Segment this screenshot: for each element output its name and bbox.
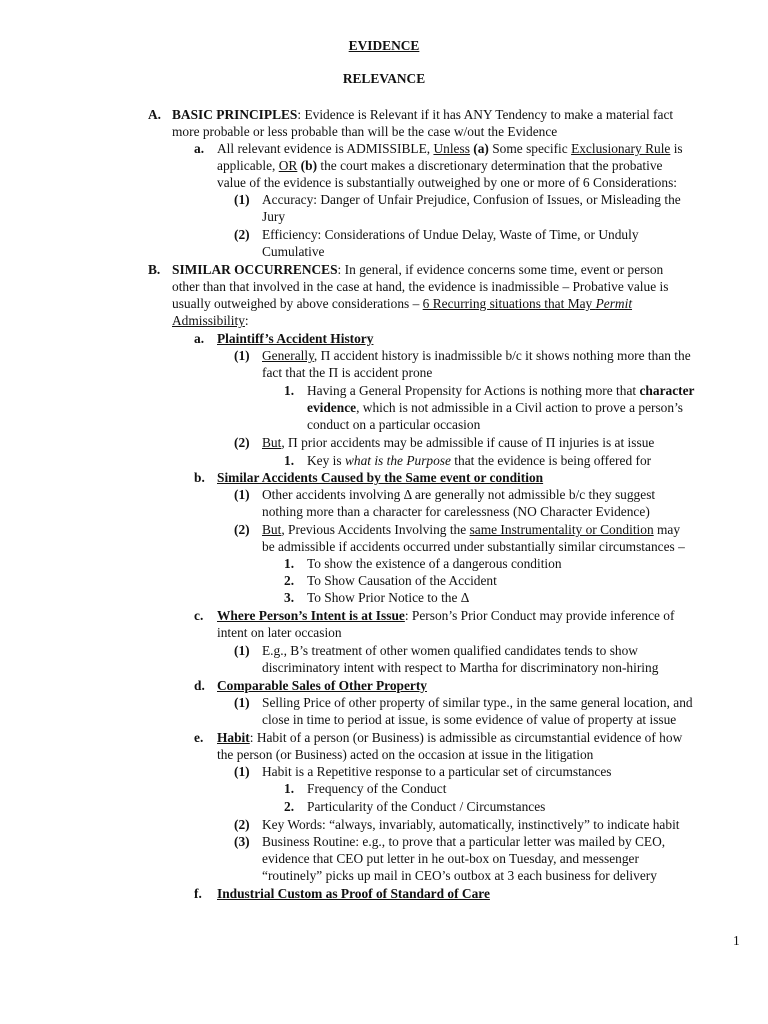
B-b-1-line2: nothing more than a character for carelessness (NO Character Evidence)	[262, 504, 650, 519]
outline-label-B-a: a.	[194, 331, 205, 346]
B-c-heading: Where Person’s Intent is at Issue	[217, 608, 405, 623]
outline-label-B-e-1-2: 2.	[284, 799, 295, 814]
A-a-line3: value of the evidence is substantially outweighed by one or more of 6 Considerations:	[217, 175, 678, 190]
outline-label-B-b-2-1: 1.	[284, 556, 295, 571]
B-e-3-line3: “routinely” picks up mail in CEO’s outbox at 3 each business for delivery	[262, 868, 657, 883]
section-B-line4: Admissibility:	[172, 313, 249, 328]
B-d-heading: Comparable Sales of Other Property	[217, 678, 428, 693]
B-e-1-text: Habit is a Repetitive response to a particular set of circumstances	[262, 764, 612, 779]
outline-label-B-b-2: (2)	[234, 522, 250, 537]
outline-label-B: B.	[148, 262, 161, 277]
B-d-1-line1: Selling Price of other property of similar type., in the same general location, and	[262, 695, 693, 710]
A-a-2-line1: Efficiency: Considerations of Undue Delay, Waste of Time, or Unduly	[262, 227, 639, 242]
A-a-1-line1: Accuracy: Danger of Unfair Prejudice, Confusion of Issues, or Misleading the	[262, 192, 681, 207]
outline-label-B-e-1-1: 1.	[284, 781, 295, 796]
B-a-1-line2: fact that the Π is accident prone	[262, 365, 433, 380]
outline-label-B-a-2: (2)	[234, 435, 250, 450]
outline-label-B-a-2-1: 1.	[284, 453, 295, 468]
B-e-3-line1: Business Routine: e.g., to prove that a particular letter was mailed by CEO,	[262, 834, 666, 849]
section-B-heading: SIMILAR OCCURRENCES	[172, 262, 338, 277]
B-a-1-1-line1: Having a General Propensity for Actions is nothing more that character	[307, 383, 695, 398]
outline-label-B-e: e.	[194, 730, 204, 745]
outline-label-B-e-1: (1)	[234, 764, 250, 779]
B-c-1-line2: discriminatory intent with respect to Martha for discriminatory non-hiring	[262, 660, 659, 675]
A-a-line2: applicable, OR (b) the court makes a discretionary determination that the probative	[217, 158, 663, 173]
outline-label-B-d: d.	[194, 678, 205, 693]
document-title: EVIDENCE	[348, 38, 420, 53]
outline-label-B-f: f.	[194, 886, 202, 901]
outline-label-B-b: b.	[194, 470, 205, 485]
section-B-line1: SIMILAR OCCURRENCES: In general, if evidence concerns some time, event or person	[172, 262, 664, 277]
outline-label-B-b-2-3: 3.	[284, 590, 295, 605]
outline-label-A-a: a.	[194, 141, 205, 156]
B-c-1-line1: E.g., B’s treatment of other women qualified candidates tends to show	[262, 643, 638, 658]
B-c-line2: intent on later occasion	[217, 625, 342, 640]
B-a-1-1-line3: conduct on a particular occasion	[307, 417, 481, 432]
B-e-line2: the person (or Business) acted on the occasion at issue in the litigation	[217, 747, 594, 762]
B-a-1-line1: Generally, Π accident history is inadmissible b/c it shows nothing more than the	[262, 348, 691, 363]
outline-label-B-d-1: (1)	[234, 695, 250, 710]
B-b-heading: Similar Accidents Caused by the Same event or condition	[217, 470, 544, 485]
outline-label-B-e-3: (3)	[234, 834, 250, 849]
B-e-3-line2: evidence that CEO put letter in he out-box on Tuesday, and messenger	[262, 851, 639, 866]
B-b-2-line2: be admissible if accidents occurred under substantially similar circumstances –	[262, 539, 685, 554]
outline-label-A-a-1: (1)	[234, 192, 250, 207]
B-d-1-line2: close in time to period at issue, is some evidence of value of property at issue	[262, 712, 677, 727]
section-B-line3: usually outweighed by above considerations – 6 Recurring situations that May Permit	[172, 296, 633, 311]
B-a-2-line1: But, Π prior accidents may be admissible if cause of Π injuries is at issue	[262, 435, 655, 450]
outline-label-B-e-2: (2)	[234, 817, 250, 832]
B-a-1-1-line2: evidence, which is not admissible in a Civil action to prove a person’s	[307, 400, 683, 415]
A-a-2-line2: Cumulative	[262, 244, 325, 259]
B-f-heading: Industrial Custom as Proof of Standard of Care	[217, 886, 490, 901]
B-a-2-1-line1: Key is what is the Purpose that the evidence is being offered for	[307, 453, 652, 468]
section-A-line2: more probable or less probable than will be the case w/out the Evidence	[172, 124, 558, 139]
B-b-2-line1: But, Previous Accidents Involving the same Instrumentality or Condition may	[262, 522, 681, 537]
B-c-line1: Where Person’s Intent is at Issue: Person’s Prior Conduct may provide inference of	[217, 608, 675, 623]
outline-label-B-b-1: (1)	[234, 487, 250, 502]
B-b-2-1-text: To show the existence of a dangerous condition	[307, 556, 562, 571]
A-a-1-line2: Jury	[262, 209, 286, 224]
A-a-line1: All relevant evidence is ADMISSIBLE, Unless (a) Some specific Exclusionary Rule is	[217, 141, 683, 156]
B-e-2-text: Key Words: “always, invariably, automatically, instinctively” to indicate habit	[262, 817, 680, 832]
outline-label-B-a-1: (1)	[234, 348, 250, 363]
section-subtitle: RELEVANCE	[342, 71, 426, 86]
outline-label-A: A.	[148, 107, 162, 122]
outline-label-B-a-1-1: 1.	[284, 383, 295, 398]
B-e-line1: Habit: Habit of a person (or Business) is admissible as circumstantial evidence of how	[217, 730, 683, 745]
outline-label-A-a-2: (2)	[234, 227, 250, 242]
page-number: 1	[733, 933, 740, 948]
B-e-1-1-text: Frequency of the Conduct	[307, 781, 447, 796]
B-b-2-3-text: To Show Prior Notice to the Δ	[307, 590, 470, 605]
section-B-line2: other than that involved in the case at hand, the evidence is inadmissible – Probative value is	[172, 279, 669, 294]
outline-label-B-c-1: (1)	[234, 643, 250, 658]
outline-label-B-c: c.	[194, 608, 204, 623]
outline-label-B-b-2-2: 2.	[284, 573, 295, 588]
section-A-line1: BASIC PRINCIPLES: Evidence is Relevant if it has ANY Tendency to make a material fact	[172, 107, 674, 122]
section-A-heading: BASIC PRINCIPLES	[172, 107, 298, 122]
B-e-heading: Habit	[217, 730, 250, 745]
B-e-1-2-text: Particularity of the Conduct / Circumstances	[307, 799, 546, 814]
B-b-1-line1: Other accidents involving Δ are generally not admissible b/c they suggest	[262, 487, 656, 502]
B-b-2-2-text: To Show Causation of the Accident	[307, 573, 497, 588]
B-a-heading: Plaintiff’s Accident History	[217, 331, 374, 346]
